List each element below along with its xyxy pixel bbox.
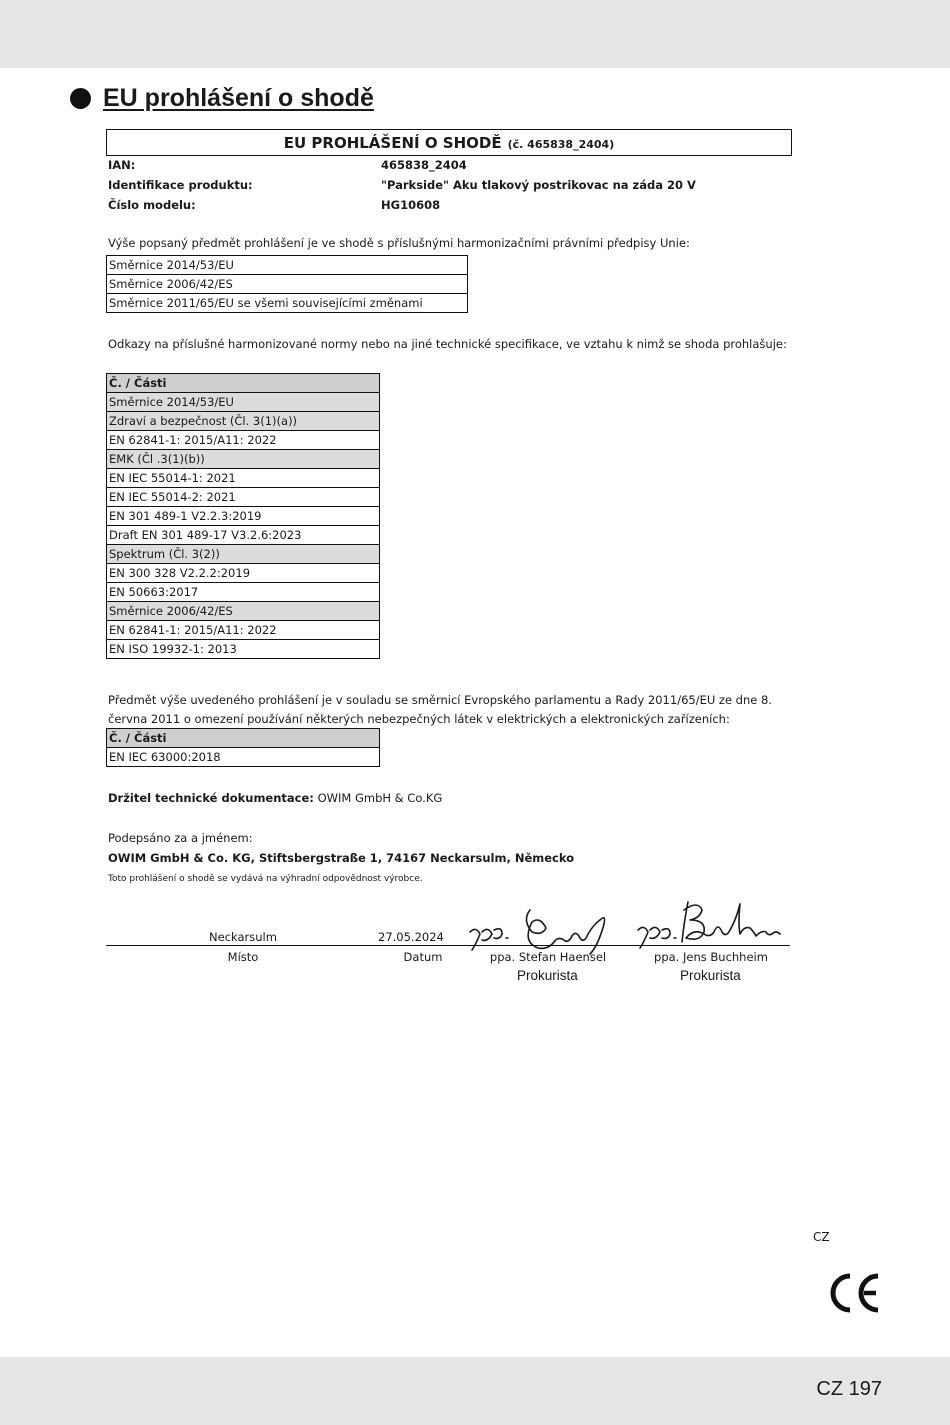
signer-1-role: Prokurista (517, 968, 578, 983)
signed-for: Podepsáno za a jménem: (108, 831, 253, 845)
table-row (107, 640, 380, 659)
signature-place: Neckarsulm (209, 930, 277, 944)
declaration-title: EU PROHLÁŠENÍ O SHODĚ (283, 134, 502, 152)
table-row (107, 564, 380, 583)
standards-cell: Směrnice 2014/53/EU (107, 393, 380, 412)
standards-cell: EN 300 328 V2.2.2:2019 (107, 564, 380, 583)
standards-cell: EN IEC 55014-1: 2021 (107, 469, 380, 488)
ce-mark-icon (828, 1272, 884, 1314)
standards-cell: EN 50663:2017 (107, 583, 380, 602)
tech-doc-label: Držitel technické dokumentace: (108, 791, 314, 805)
table-row (107, 374, 380, 393)
declaration-title-box (106, 129, 792, 156)
standards-cell: EN 301 489-1 V2.2.3:2019 (107, 507, 380, 526)
page-footer: CZ 197 (816, 1378, 882, 1400)
table-row (107, 450, 380, 469)
top-band (0, 0, 950, 68)
bottom-band (0, 1357, 950, 1425)
table-row (107, 507, 380, 526)
place-label: Místo (227, 950, 259, 964)
signature-stroke (682, 902, 780, 942)
table-row (107, 256, 468, 275)
tech-doc-value: OWIM GmbH & Co.KG (317, 791, 443, 805)
tech-doc-holder (108, 791, 442, 805)
page-title: EU prohlášení o shodě (103, 84, 374, 112)
table-row (107, 526, 380, 545)
product-label: Identifikace produktu: (108, 178, 253, 192)
table-row (107, 488, 380, 507)
standards-table (106, 373, 380, 659)
table-row (107, 469, 380, 488)
model-value: HG10608 (381, 198, 441, 212)
conformity-intro: Výše popsaný předmět prohlášení je ve shodě s příslušnými harmonizačními právními předpisy Unie: (108, 236, 690, 250)
table-row (107, 275, 468, 294)
table-row (107, 393, 380, 412)
table-row (107, 431, 380, 450)
rohs-table (106, 728, 380, 767)
table-row (107, 748, 380, 767)
ian-value: 465838_2404 (381, 158, 467, 172)
bullet-icon (70, 88, 91, 109)
standards-cell: EMK (Čl .3(1)(b)) (107, 450, 380, 469)
table-row (107, 545, 380, 564)
signer-2-role: Prokurista (680, 968, 741, 983)
ian-label: IAN: (108, 158, 136, 172)
table-row (107, 583, 380, 602)
directive-cell: Směrnice 2006/42/ES (107, 275, 468, 294)
standards-cell: Směrnice 2006/42/ES (107, 602, 380, 621)
signer-2-name: ppa. Jens Buchheim (654, 950, 768, 964)
rohs-intro-line-1: Předmět výše uvedeného prohlášení je v souladu se směrnicí Evropského parlamentu a Rady 2011/65/EU ze dne 8. (108, 693, 772, 707)
signature-date: 27.05.2024 (378, 930, 444, 944)
standards-cell: Č. / Části (107, 374, 380, 393)
standards-cell: Draft EN 301 489-17 V3.2.6:2023 (107, 526, 380, 545)
model-label: Číslo modelu: (108, 198, 196, 212)
standards-intro: Odkazy na příslušné harmonizované normy nebo na jiné technické specifikace, ve vztahu k nimž se shoda prohlašuje: (108, 337, 787, 351)
standards-cell: EN ISO 19932-1: 2013 (107, 640, 380, 659)
table-row (107, 729, 380, 748)
standards-cell: Zdraví a bezpečnost (Čl. 3(1)(a)) (107, 412, 380, 431)
rohs-intro-line-2: června 2011 o omezení používání některých nebezpečných látek v elektrických a elektronických zařízeních: (108, 712, 730, 726)
standards-cell: EN IEC 55014-2: 2021 (107, 488, 380, 507)
table-row (107, 602, 380, 621)
signature-stroke (470, 929, 508, 950)
table-row (107, 294, 468, 313)
rohs-cell: EN IEC 63000:2018 (107, 748, 380, 767)
section-heading (70, 84, 374, 113)
table-row (107, 412, 380, 431)
standards-cell: EN 62841-1: 2015/A11: 2022 (107, 621, 380, 640)
signature-stroke (526, 910, 604, 954)
signer-1-name: ppa. Stefan Haensel (489, 950, 607, 964)
country-code: CZ (813, 1230, 830, 1244)
directive-cell: Směrnice 2014/53/EU (107, 256, 468, 275)
standards-cell: Spektrum (Čl. 3(2)) (107, 545, 380, 564)
signature-line (106, 945, 790, 946)
product-value: "Parkside" Aku tlakový postrikovac na záda 20 V (381, 178, 696, 192)
responsibility-note: Toto prohlášení o shodě se vydává na výhradní odpovědnost výrobce. (108, 874, 423, 884)
date-label: Datum (403, 950, 443, 964)
declaration-number: (č. 465838_2404) (507, 138, 615, 151)
table-row (107, 621, 380, 640)
company-address: OWIM GmbH & Co. KG, Stiftsbergstraße 1, 74167 Neckarsulm, Německo (108, 851, 575, 865)
directive-cell: Směrnice 2011/65/EU se všemi souvisejícími změnami (107, 294, 468, 313)
rohs-cell: Č. / Části (107, 729, 380, 748)
directives-table (106, 255, 468, 313)
standards-cell: EN 62841-1: 2015/A11: 2022 (107, 431, 380, 450)
